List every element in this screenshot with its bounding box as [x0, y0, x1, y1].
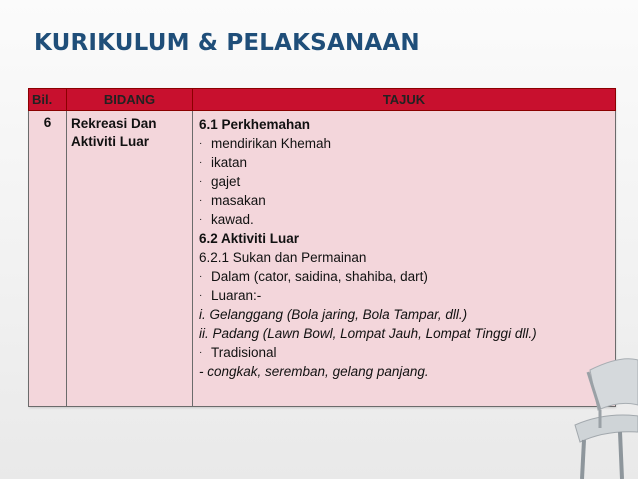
bullet-item: [199, 172, 611, 191]
tajuk-line: [199, 324, 611, 343]
bullet-item: [199, 134, 611, 153]
bullet-icon: ·: [199, 347, 203, 358]
tajuk-line: [199, 229, 611, 248]
header-tajuk: TAJUK: [193, 89, 616, 111]
slide-title: KURIKULUM & PELAKSANAAN: [34, 30, 420, 56]
bullet-item: [199, 210, 611, 229]
tajuk-line: [199, 115, 611, 134]
tajuk-text: - congkak, seremban, gelang panjang.: [199, 364, 429, 379]
tajuk-text: Luaran:-: [211, 288, 262, 303]
tajuk-text: 6.2.1 Sukan dan Permainan: [199, 250, 367, 265]
bullet-icon: ·: [199, 138, 203, 149]
tajuk-text: ii. Padang (Lawn Bowl, Lompat Jauh, Lompat Tinggi dll.): [199, 326, 537, 341]
tajuk-text: i. Gelanggang (Bola jaring, Bola Tampar, dll.): [199, 307, 468, 322]
bullet-icon: ·: [199, 176, 203, 187]
tajuk-line: [199, 305, 611, 324]
cell-tajuk: [193, 111, 616, 407]
bullet-item: [199, 267, 611, 286]
bullet-item: [199, 191, 611, 210]
tajuk-text: ikatan: [211, 155, 248, 170]
tajuk-text: kawad.: [211, 212, 254, 227]
header-bil: Bil.: [29, 89, 67, 111]
tajuk-line: [199, 362, 611, 381]
curriculum-table-container: [28, 88, 615, 407]
bullet-icon: ·: [199, 290, 203, 301]
bidang-line: Aktiviti Luar: [71, 134, 150, 149]
curriculum-table: [28, 88, 616, 407]
cell-bidang: [67, 111, 193, 407]
tajuk-text: masakan: [211, 193, 266, 208]
bidang-line: Rekreasi Dan: [71, 116, 157, 131]
bullet-item: [199, 153, 611, 172]
table-row: [29, 111, 616, 407]
bullet-item: [199, 286, 611, 305]
header-bidang: BIDANG: [67, 89, 193, 111]
chair-icon: [560, 350, 638, 479]
tajuk-text: gajet: [211, 174, 241, 189]
bullet-icon: ·: [199, 157, 203, 168]
bullet-icon: ·: [199, 214, 203, 225]
tajuk-text: Tradisional: [211, 345, 277, 360]
bullet-icon: ·: [199, 195, 203, 206]
tajuk-text: 6.1 Perkhemahan: [199, 117, 311, 132]
cell-bil: 6: [29, 111, 67, 407]
bullet-icon: ·: [199, 271, 203, 282]
tajuk-text: Dalam (cator, saidina, shahiba, dart): [211, 269, 428, 284]
tajuk-text: 6.2 Aktiviti Luar: [199, 231, 300, 246]
bullet-item: [199, 343, 611, 362]
table-header-row: [29, 89, 616, 111]
tajuk-text: mendirikan Khemah: [211, 136, 332, 151]
tajuk-line: [199, 248, 611, 267]
